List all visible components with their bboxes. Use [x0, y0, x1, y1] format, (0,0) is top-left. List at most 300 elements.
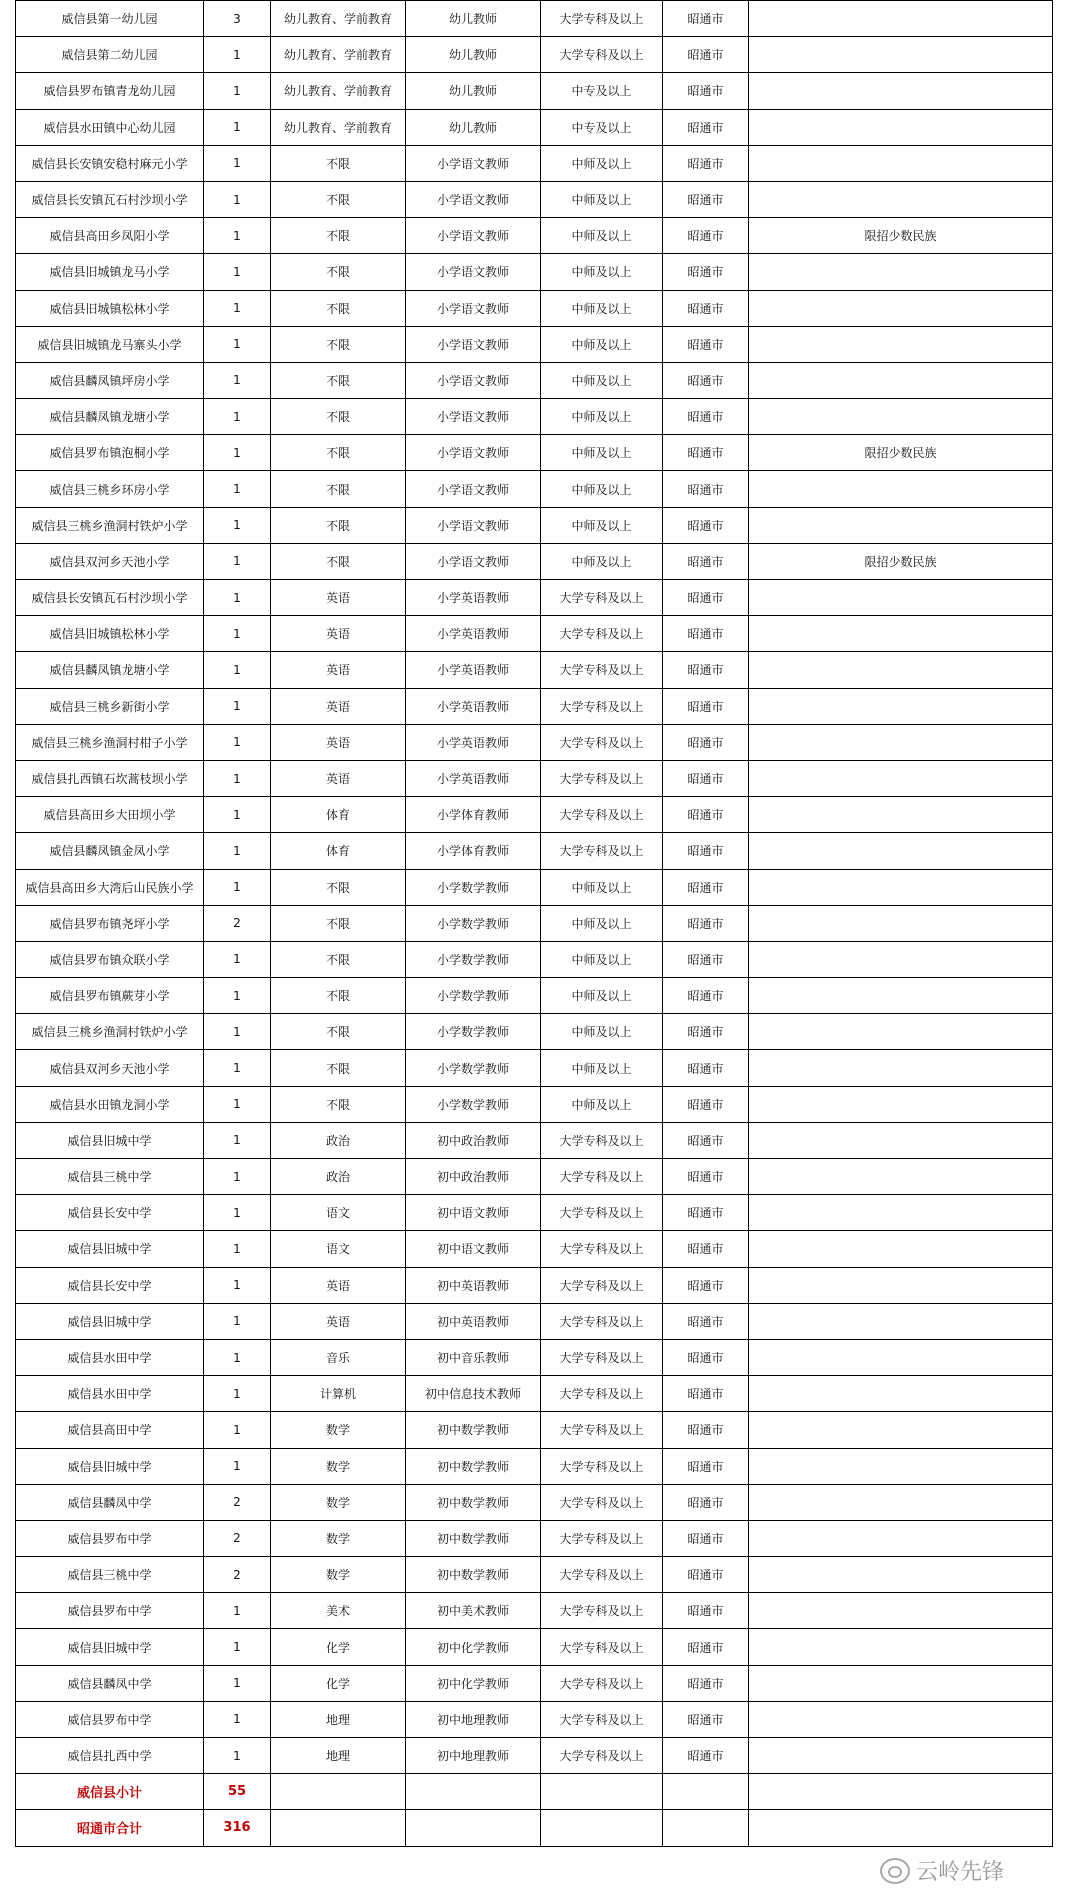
table-row: [16, 688, 1053, 724]
cell-region: 昭通市: [663, 1086, 749, 1122]
empty-cell: [663, 1810, 749, 1846]
cell-remark: [749, 181, 1053, 217]
cell-position: 小学数学教师: [406, 941, 541, 977]
table-row: [16, 1593, 1053, 1629]
cell-school: 威信县第二幼儿园: [16, 37, 204, 73]
table-row: [16, 1339, 1053, 1375]
cell-school: 威信县水田镇中心幼儿园: [16, 109, 204, 145]
cell-school: 威信县旧城镇龙马寨头小学: [16, 326, 204, 362]
table-row: [16, 543, 1053, 579]
table-row: [16, 1, 1053, 37]
table-row: [16, 1050, 1053, 1086]
cell-major: 不限: [271, 181, 406, 217]
cell-school: 威信县旧城中学: [16, 1448, 204, 1484]
cell-remark: [749, 1122, 1053, 1158]
cell-school: 威信县高田乡凤阳小学: [16, 218, 204, 254]
cell-remark: [749, 1701, 1053, 1737]
cell-region: 昭通市: [663, 399, 749, 435]
table-row: [16, 1665, 1053, 1701]
cell-school: 威信县高田乡大田坝小学: [16, 797, 204, 833]
cell-remark: [749, 797, 1053, 833]
cell-school: 威信县麟凤镇金凤小学: [16, 833, 204, 869]
cell-major: 英语: [271, 724, 406, 760]
cell-education: 大学专科及以上: [541, 1376, 663, 1412]
empty-cell: [749, 1810, 1053, 1846]
cell-count: 1: [204, 1086, 271, 1122]
cell-education: 大学专科及以上: [541, 1448, 663, 1484]
table-row: [16, 1484, 1053, 1520]
cell-position: 初中数学教师: [406, 1520, 541, 1556]
cell-school: 威信县罗布中学: [16, 1520, 204, 1556]
cell-school: 威信县水田中学: [16, 1376, 204, 1412]
cell-school: 威信县罗布镇蕨芽小学: [16, 978, 204, 1014]
cell-education: 中师及以上: [541, 978, 663, 1014]
table-row: [16, 869, 1053, 905]
cell-remark: [749, 1303, 1053, 1339]
cell-education: 大学专科及以上: [541, 1557, 663, 1593]
recruitment-table: [15, 0, 1053, 1847]
cell-education: 中师及以上: [541, 290, 663, 326]
cell-major: 不限: [271, 362, 406, 398]
cell-position: 初中英语教师: [406, 1303, 541, 1339]
cell-count: 1: [204, 471, 271, 507]
cell-education: 大学专科及以上: [541, 1, 663, 37]
cell-school: 威信县罗布中学: [16, 1701, 204, 1737]
cell-region: 昭通市: [663, 218, 749, 254]
cell-school: 威信县旧城中学: [16, 1231, 204, 1267]
cell-remark: [749, 471, 1053, 507]
cell-education: 大学专科及以上: [541, 760, 663, 796]
cell-region: 昭通市: [663, 73, 749, 109]
table-row: [16, 254, 1053, 290]
cell-school: 威信县旧城中学: [16, 1303, 204, 1339]
cell-education: 中师及以上: [541, 1086, 663, 1122]
table-row: [16, 1448, 1053, 1484]
wechat-icon: [880, 1858, 910, 1884]
cell-region: 昭通市: [663, 1593, 749, 1629]
cell-major: 不限: [271, 145, 406, 181]
cell-position: 小学语文教师: [406, 218, 541, 254]
cell-remark: [749, 652, 1053, 688]
cell-school: 威信县麟凤镇龙塘小学: [16, 652, 204, 688]
cell-remark: [749, 1339, 1053, 1375]
cell-education: 大学专科及以上: [541, 724, 663, 760]
cell-education: 大学专科及以上: [541, 1484, 663, 1520]
table-row: [16, 941, 1053, 977]
cell-position: 小学英语教师: [406, 724, 541, 760]
cell-school: 威信县双河乡天池小学: [16, 1050, 204, 1086]
table-row: [16, 652, 1053, 688]
cell-region: 昭通市: [663, 1339, 749, 1375]
empty-cell: [406, 1810, 541, 1846]
cell-position: 幼儿教师: [406, 73, 541, 109]
cell-count: 1: [204, 37, 271, 73]
cell-remark: [749, 580, 1053, 616]
cell-region: 昭通市: [663, 580, 749, 616]
cell-major: 不限: [271, 218, 406, 254]
cell-education: 大学专科及以上: [541, 1701, 663, 1737]
empty-cell: [406, 1774, 541, 1810]
cell-count: 1: [204, 760, 271, 796]
cell-major: 不限: [271, 471, 406, 507]
cell-education: 中专及以上: [541, 109, 663, 145]
cell-major: 幼儿教育、学前教育: [271, 37, 406, 73]
cell-position: 初中数学教师: [406, 1557, 541, 1593]
cell-school: 威信县麟凤镇龙塘小学: [16, 399, 204, 435]
cell-count: 1: [204, 1629, 271, 1665]
cell-count: 2: [204, 1520, 271, 1556]
cell-count: 2: [204, 1557, 271, 1593]
cell-school: 威信县三桃乡渔洞村铁炉小学: [16, 507, 204, 543]
cell-school: 威信县旧城镇松林小学: [16, 616, 204, 652]
cell-region: 昭通市: [663, 978, 749, 1014]
cell-education: 大学专科及以上: [541, 1231, 663, 1267]
cell-major: 语文: [271, 1231, 406, 1267]
cell-count: 1: [204, 507, 271, 543]
cell-major: 不限: [271, 941, 406, 977]
cell-remark: [749, 1267, 1053, 1303]
cell-school: 威信县罗布镇青龙幼儿园: [16, 73, 204, 109]
cell-position: 小学英语教师: [406, 580, 541, 616]
cell-position: 初中数学教师: [406, 1412, 541, 1448]
table-row: [16, 1267, 1053, 1303]
table-body: [16, 1, 1053, 1847]
cell-major: 化学: [271, 1665, 406, 1701]
cell-region: 昭通市: [663, 760, 749, 796]
table-row: [16, 1701, 1053, 1737]
cell-position: 幼儿教师: [406, 1, 541, 37]
cell-count: 1: [204, 1231, 271, 1267]
cell-school: 威信县双河乡天池小学: [16, 543, 204, 579]
cell-region: 昭通市: [663, 1014, 749, 1050]
cell-position: 初中化学教师: [406, 1665, 541, 1701]
cell-education: 中师及以上: [541, 145, 663, 181]
table-row: [16, 1376, 1053, 1412]
cell-education: 中师及以上: [541, 1014, 663, 1050]
cell-region: 昭通市: [663, 1376, 749, 1412]
table-row: [16, 1014, 1053, 1050]
cell-education: 中师及以上: [541, 399, 663, 435]
cell-education: 大学专科及以上: [541, 652, 663, 688]
cell-position: 小学语文教师: [406, 362, 541, 398]
cell-education: 大学专科及以上: [541, 688, 663, 724]
cell-major: 体育: [271, 797, 406, 833]
table-row: [16, 399, 1053, 435]
cell-education: 大学专科及以上: [541, 1159, 663, 1195]
cell-region: 昭通市: [663, 1629, 749, 1665]
cell-education: 大学专科及以上: [541, 1520, 663, 1556]
table-row: [16, 760, 1053, 796]
cell-region: 昭通市: [663, 1738, 749, 1774]
cell-school: 威信县麟凤中学: [16, 1484, 204, 1520]
cell-count: 1: [204, 543, 271, 579]
cell-region: 昭通市: [663, 869, 749, 905]
cell-school: 威信县旧城中学: [16, 1122, 204, 1158]
cell-region: 昭通市: [663, 1195, 749, 1231]
cell-region: 昭通市: [663, 37, 749, 73]
table-row: [16, 1195, 1053, 1231]
table-row: [16, 218, 1053, 254]
cell-major: 数学: [271, 1520, 406, 1556]
table-row: [16, 1231, 1053, 1267]
cell-region: 昭通市: [663, 290, 749, 326]
cell-region: 昭通市: [663, 905, 749, 941]
summary-row: [16, 1774, 1053, 1810]
cell-region: 昭通市: [663, 1448, 749, 1484]
cell-count: 1: [204, 1303, 271, 1339]
cell-remark: [749, 1014, 1053, 1050]
cell-position: 小学语文教师: [406, 145, 541, 181]
cell-school: 威信县罗布中学: [16, 1593, 204, 1629]
cell-remark: [749, 109, 1053, 145]
cell-major: 不限: [271, 507, 406, 543]
cell-count: 1: [204, 1593, 271, 1629]
table-row: [16, 833, 1053, 869]
cell-school: 威信县三桃乡新街小学: [16, 688, 204, 724]
table-row: [16, 145, 1053, 181]
table-row: [16, 580, 1053, 616]
cell-remark: [749, 941, 1053, 977]
cell-region: 昭通市: [663, 1412, 749, 1448]
cell-position: 小学数学教师: [406, 1050, 541, 1086]
cell-school: 威信县第一幼儿园: [16, 1, 204, 37]
table-row: [16, 1159, 1053, 1195]
table-row: [16, 1520, 1053, 1556]
table-row: [16, 471, 1053, 507]
cell-remark: [749, 688, 1053, 724]
cell-education: 中师及以上: [541, 941, 663, 977]
cell-count: 1: [204, 688, 271, 724]
cell-school: 威信县长安镇瓦石村沙坝小学: [16, 181, 204, 217]
cell-position: 小学数学教师: [406, 1086, 541, 1122]
cell-remark: [749, 1376, 1053, 1412]
cell-education: 大学专科及以上: [541, 1593, 663, 1629]
cell-region: 昭通市: [663, 1520, 749, 1556]
cell-count: 1: [204, 1014, 271, 1050]
cell-count: 1: [204, 652, 271, 688]
cell-position: 小学英语教师: [406, 688, 541, 724]
cell-region: 昭通市: [663, 543, 749, 579]
cell-remark: [749, 869, 1053, 905]
cell-region: 昭通市: [663, 362, 749, 398]
cell-major: 数学: [271, 1412, 406, 1448]
cell-position: 初中地理教师: [406, 1701, 541, 1737]
cell-position: 小学语文教师: [406, 399, 541, 435]
cell-major: 不限: [271, 905, 406, 941]
cell-region: 昭通市: [663, 1122, 749, 1158]
cell-major: 英语: [271, 1267, 406, 1303]
cell-remark: [749, 1, 1053, 37]
cell-major: 音乐: [271, 1339, 406, 1375]
empty-cell: [663, 1774, 749, 1810]
cell-major: 政治: [271, 1122, 406, 1158]
cell-education: 大学专科及以上: [541, 1303, 663, 1339]
cell-count: 1: [204, 181, 271, 217]
cell-remark: 限招少数民族: [749, 218, 1053, 254]
table-row: [16, 37, 1053, 73]
cell-position: 小学数学教师: [406, 978, 541, 1014]
summary-label: 昭通市合计: [16, 1810, 204, 1846]
cell-major: 幼儿教育、学前教育: [271, 1, 406, 37]
cell-count: 1: [204, 978, 271, 1014]
cell-major: 数学: [271, 1484, 406, 1520]
cell-remark: [749, 507, 1053, 543]
cell-major: 计算机: [271, 1376, 406, 1412]
cell-remark: [749, 254, 1053, 290]
cell-remark: [749, 1086, 1053, 1122]
cell-position: 小学语文教师: [406, 471, 541, 507]
cell-count: 1: [204, 1448, 271, 1484]
cell-education: 中师及以上: [541, 362, 663, 398]
table-row: [16, 435, 1053, 471]
empty-cell: [271, 1810, 406, 1846]
cell-remark: [749, 1629, 1053, 1665]
cell-remark: [749, 978, 1053, 1014]
summary-count: 55: [204, 1774, 271, 1810]
cell-remark: [749, 362, 1053, 398]
cell-position: 初中音乐教师: [406, 1339, 541, 1375]
table-row: [16, 1412, 1053, 1448]
cell-education: 中师及以上: [541, 471, 663, 507]
summary-row: [16, 1810, 1053, 1846]
cell-school: 威信县长安镇安稳村麻元小学: [16, 145, 204, 181]
cell-school: 威信县长安镇瓦石村沙坝小学: [16, 580, 204, 616]
cell-major: 不限: [271, 869, 406, 905]
cell-major: 不限: [271, 254, 406, 290]
cell-education: 中师及以上: [541, 218, 663, 254]
table-row: [16, 1122, 1053, 1158]
cell-position: 小学数学教师: [406, 1014, 541, 1050]
table-row: [16, 1557, 1053, 1593]
cell-position: 小学语文教师: [406, 326, 541, 362]
cell-remark: [749, 833, 1053, 869]
cell-school: 威信县三桃乡环房小学: [16, 471, 204, 507]
cell-education: 中师及以上: [541, 507, 663, 543]
watermark-text: 云岭先锋: [916, 1860, 1005, 1885]
cell-major: 英语: [271, 580, 406, 616]
cell-education: 中师及以上: [541, 181, 663, 217]
cell-count: 1: [204, 362, 271, 398]
cell-education: 中师及以上: [541, 1050, 663, 1086]
cell-school: 威信县罗布镇众联小学: [16, 941, 204, 977]
cell-major: 幼儿教育、学前教育: [271, 109, 406, 145]
cell-position: 初中数学教师: [406, 1484, 541, 1520]
table-row: [16, 181, 1053, 217]
cell-major: 美术: [271, 1593, 406, 1629]
cell-position: 初中信息技术教师: [406, 1376, 541, 1412]
cell-school: 威信县高田乡大湾后山民族小学: [16, 869, 204, 905]
cell-region: 昭通市: [663, 435, 749, 471]
cell-position: 初中政治教师: [406, 1122, 541, 1158]
cell-major: 幼儿教育、学前教育: [271, 73, 406, 109]
cell-education: 大学专科及以上: [541, 833, 663, 869]
cell-education: 中师及以上: [541, 543, 663, 579]
cell-count: 1: [204, 869, 271, 905]
table-row: [16, 905, 1053, 941]
cell-count: 1: [204, 1050, 271, 1086]
cell-remark: [749, 1448, 1053, 1484]
cell-count: 1: [204, 435, 271, 471]
cell-position: 小学语文教师: [406, 543, 541, 579]
cell-education: 大学专科及以上: [541, 37, 663, 73]
cell-remark: [749, 326, 1053, 362]
cell-education: 中师及以上: [541, 254, 663, 290]
summary-count: 316: [204, 1810, 271, 1846]
cell-education: 大学专科及以上: [541, 1412, 663, 1448]
cell-position: 初中化学教师: [406, 1629, 541, 1665]
cell-count: 1: [204, 218, 271, 254]
cell-remark: [749, 724, 1053, 760]
cell-major: 数学: [271, 1448, 406, 1484]
cell-count: 1: [204, 1412, 271, 1448]
empty-cell: [541, 1774, 663, 1810]
cell-count: 1: [204, 399, 271, 435]
cell-position: 小学英语教师: [406, 652, 541, 688]
cell-position: 初中语文教师: [406, 1231, 541, 1267]
cell-remark: [749, 73, 1053, 109]
table-row: [16, 978, 1053, 1014]
cell-position: 初中政治教师: [406, 1159, 541, 1195]
cell-region: 昭通市: [663, 616, 749, 652]
cell-major: 不限: [271, 1086, 406, 1122]
cell-position: 小学数学教师: [406, 869, 541, 905]
cell-region: 昭通市: [663, 471, 749, 507]
cell-position: 小学英语教师: [406, 616, 541, 652]
cell-count: 1: [204, 1376, 271, 1412]
cell-count: 1: [204, 1738, 271, 1774]
cell-school: 威信县罗布镇尧坪小学: [16, 905, 204, 941]
cell-education: 大学专科及以上: [541, 1665, 663, 1701]
cell-school: 威信县麟凤中学: [16, 1665, 204, 1701]
table-row: [16, 290, 1053, 326]
cell-remark: [749, 1412, 1053, 1448]
cell-region: 昭通市: [663, 1159, 749, 1195]
cell-school: 威信县三桃中学: [16, 1159, 204, 1195]
cell-remark: [749, 145, 1053, 181]
cell-position: 小学体育教师: [406, 833, 541, 869]
cell-education: 大学专科及以上: [541, 1339, 663, 1375]
cell-position: 小学语文教师: [406, 290, 541, 326]
cell-position: 小学语文教师: [406, 507, 541, 543]
table-row: [16, 724, 1053, 760]
cell-major: 不限: [271, 399, 406, 435]
cell-region: 昭通市: [663, 724, 749, 760]
cell-count: 1: [204, 1665, 271, 1701]
cell-education: 大学专科及以上: [541, 616, 663, 652]
table-row: [16, 326, 1053, 362]
cell-school: 威信县高田中学: [16, 1412, 204, 1448]
cell-region: 昭通市: [663, 1484, 749, 1520]
cell-region: 昭通市: [663, 833, 749, 869]
cell-school: 威信县三桃乡渔洞村铁炉小学: [16, 1014, 204, 1050]
cell-remark: [749, 1520, 1053, 1556]
cell-position: 初中美术教师: [406, 1593, 541, 1629]
empty-cell: [749, 1774, 1053, 1810]
cell-major: 不限: [271, 978, 406, 1014]
cell-school: 威信县麟凤镇坪房小学: [16, 362, 204, 398]
table-row: [16, 362, 1053, 398]
cell-school: 威信县旧城镇龙马小学: [16, 254, 204, 290]
table-row: [16, 616, 1053, 652]
cell-count: 1: [204, 941, 271, 977]
cell-count: 1: [204, 73, 271, 109]
cell-education: 中师及以上: [541, 905, 663, 941]
cell-region: 昭通市: [663, 1, 749, 37]
table-row: [16, 797, 1053, 833]
cell-remark: [749, 37, 1053, 73]
cell-position: 初中英语教师: [406, 1267, 541, 1303]
cell-remark: 限招少数民族: [749, 435, 1053, 471]
